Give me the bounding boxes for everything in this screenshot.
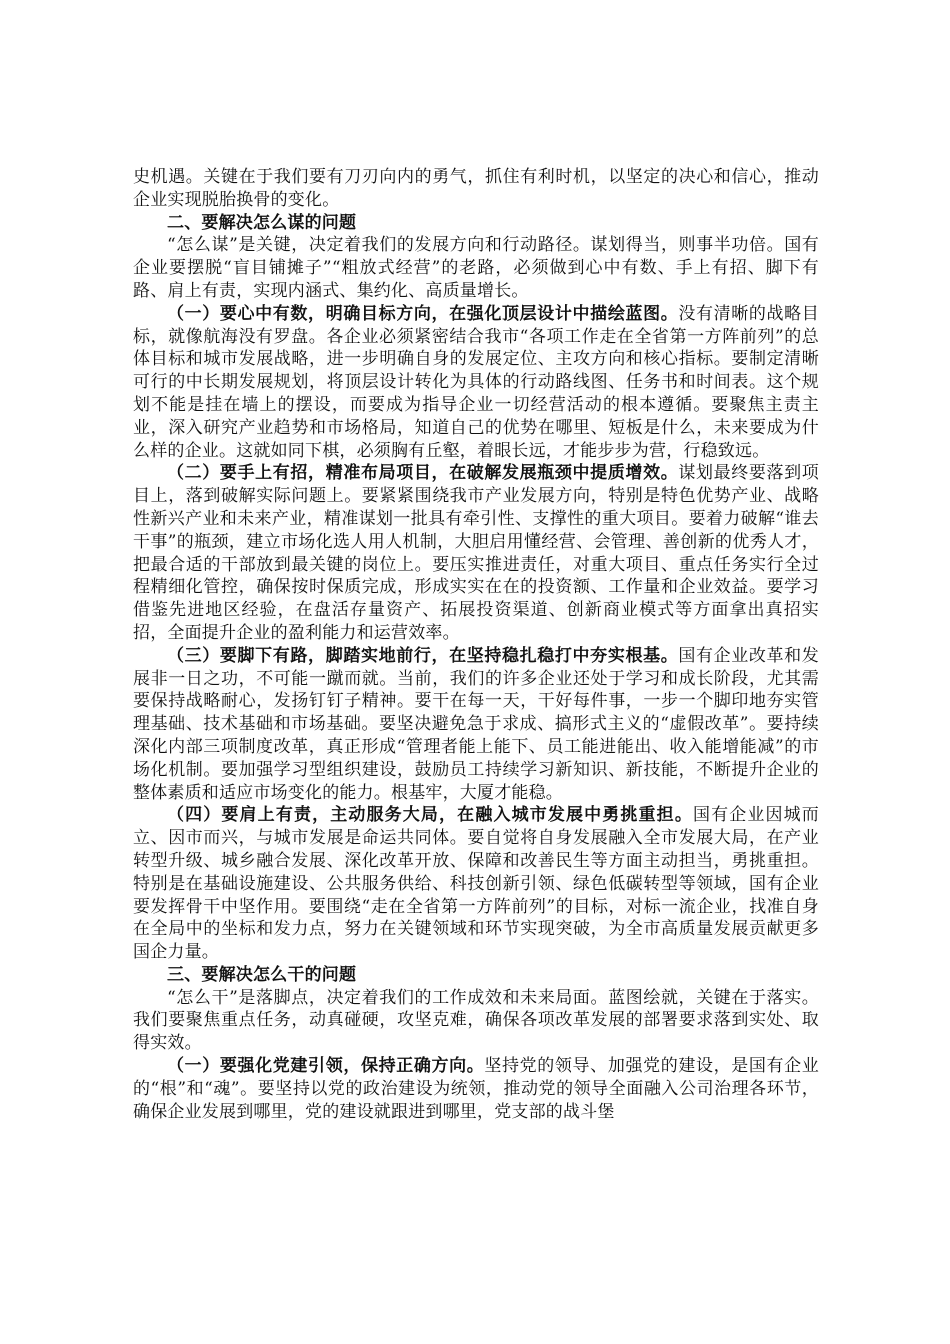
item-lead: （三）要脚下有路，脚踏实地前行，在坚持稳扎稳打中夯实根基。 — [167, 645, 679, 666]
item-lead: （一）要心中有数，明确目标方向，在强化顶层设计中描绘蓝图。 — [167, 303, 679, 324]
paragraph-intro-2: “怎么谋”是关键，决定着我们的发展方向和行动路径。谋划得当，则事半功倍。国有企业要摆脱“盲目铺摊子”“粗放式经营”的老路，必须做到心中有数、手上有招、脚下有路、肩上有责，实现内涵式、集约化、高质量增长。 — [133, 235, 819, 301]
paragraph-intro-3: “怎么干”是落脚点，决定着我们的工作成效和未来局面。蓝图绘就，关键在于落实。我们要聚焦重点任务，动真碰硬，攻坚克难，确保各项改革发展的部署要求落到实处、取得实效。 — [133, 987, 819, 1054]
item-body: 国有企业改革和发展非一日之功，不可能一蹴而就。当前，我们的许多企业还处于学习和成长阶段，尤其需要保持战略耐心，发扬钉钉子精神。要干在每一天，干好每件事，一步一个脚印地夯实管理基础、技术基础和市场基础。要坚决避免急于求成、搞形式主义的“虚假改革”。要持续深化内部三项制度改革，真正形成“管理者能上能下、员工能进能出、收入能增能减”的市场化机制。要加强学习型组织建设，鼓励员工持续学习新知识、新技能，不断提升企业的整体素质和适应市场变化的能力。根基牢，大厦才能稳。 — [133, 645, 819, 803]
paragraph-item-2-4 — [133, 804, 819, 964]
paragraph-continuation: 史机遇。关键在于我们要有刀刃向内的勇气，抓住有利时机，以坚定的决心和信心，推动企业实现脱胎换骨的变化。 — [133, 167, 819, 210]
item-body: 没有清晰的战略目标，就像航海没有罗盘。各企业必须紧密结合我市“各项工作走在全省第一方阵前列”的总体目标和城市发展战略，进一步明确自身的发展定位、主攻方向和核心指标。要制定清晰可行的中长期发展规划，将顶层设计转化为具体的行动路线图、任务书和时间表。这个规划不能是挂在墙上的摆设，而要成为指导企业一切经营活动的根本遵循。要聚焦主责主业，深入研究产业趋势和市场格局，知道自己的优势在哪里、短板是什么，未来要成为什么样的企业。这就如同下棋，必须胸有丘壑，着眼长远，才能步步为营，行稳致远。 — [133, 303, 819, 461]
item-body: 国有企业因城而立、因市而兴，与城市发展是命运共同体。要自觉将自身发展融入全市发展大局，在产业转型升级、城乡融合发展、深化改革开放、保障和改善民生等方面主动担当，勇挑重担。特别是在基础设施建设、公共服务供给、科技创新引领、绿色低碳转型等领域，国有企业要发挥骨干中坚作用。要围绕“走在全省第一方阵前列”的目标，对标一流企业，找准自身在全局中的坐标和发力点，努力在关键领域和环节实现突破，为全市高质量发展贡献更多国企力量。 — [133, 805, 819, 963]
paragraph-item-2-3 — [133, 645, 819, 805]
item-body: 谋划最终要落到项目上，落到破解实际问题上。要紧紧围绕我市产业发展方向，特别是特色优势产业、战略性新兴产业和未来产业，精准谋划一批具有牵引性、支撑性的重大项目。要着力破解“谁去干事”的瓶颈，建立市场化选人用人机制，大胆启用懂经营、会管理、善创新的优秀人才，把最合适的干部放到最关键的岗位上。要压实推进责任，对重大项目、重点任务实行全过程精细化管控，确保按时保质完成，形成实实在在的投资额、工作量和企业效益。要学习借鉴先进地区经验，在盘活存量资产、拓展投资渠道、创新商业模式等方面拿出真招实招，全面提升企业的盈利能力和运营效率。 — [133, 463, 819, 643]
item-lead: （四）要肩上有责，主动服务大局，在融入城市发展中勇挑重担。 — [167, 805, 693, 826]
paragraph-item-2-1 — [133, 303, 819, 463]
item-lead: （一）要强化党建引领，保持正确方向。 — [167, 1056, 485, 1077]
item-lead: （二）要手上有招，精准布局项目，在破解发展瓶颈中提质增效。 — [167, 463, 679, 484]
paragraph-item-2-2 — [133, 462, 819, 644]
section-heading-2: 二、要解决怎么谋的问题 — [167, 212, 357, 233]
paragraph-item-3-1 — [133, 1055, 819, 1123]
item-body: 坚持党的领导、加强党的建设，是国有企业的“根”和“魂”。要坚持以党的政治建设为统领，推动党的领导全面融入公司治理各环节，确保企业发展到哪里，党的建设就跟进到哪里，党支部的战斗堡 — [133, 1056, 819, 1122]
section-heading-3: 三、要解决怎么干的问题 — [167, 964, 357, 985]
document-page — [133, 166, 819, 1123]
